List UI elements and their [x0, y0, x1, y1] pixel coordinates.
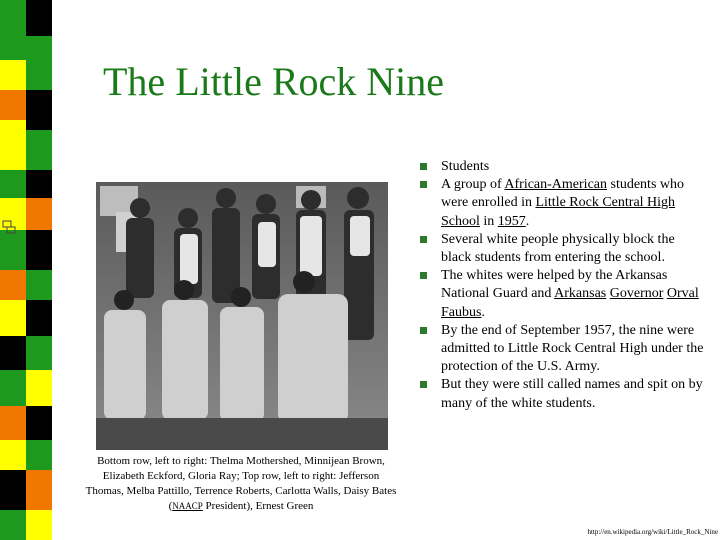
bullet-text: But they were still called names and spit on by many of the white students.	[441, 377, 703, 411]
bullet-item	[420, 158, 705, 176]
decorative-color-stripe	[0, 0, 66, 540]
bullet-text: students who were enrolled in	[441, 177, 684, 211]
bullet-text: Several white people physically block the black students from entering the school.	[441, 231, 675, 266]
bullet-item	[420, 376, 705, 412]
bullet-item	[420, 231, 705, 267]
bullet-item	[420, 322, 705, 377]
naacp-link[interactable]: NAACP	[172, 501, 203, 511]
bullet-text: A group of	[441, 177, 505, 193]
bullet-marker	[420, 236, 427, 243]
bullet-text: By the end of September 1957, the nine were admitted to Little Rock Central High under the protection of the U.S. Army.	[441, 322, 704, 375]
bullet-marker	[420, 163, 427, 170]
orval-faubus-link[interactable]: Orval Faubus	[441, 286, 699, 320]
bullet-item	[420, 267, 705, 322]
governor-link[interactable]: Governor	[609, 286, 664, 302]
bullet-item	[420, 176, 705, 231]
bullet-list	[420, 158, 705, 413]
bullet-marker	[420, 327, 427, 334]
bullet-text: .	[481, 304, 485, 320]
bullet-marker	[420, 381, 427, 388]
placeholder-marker-icon	[2, 220, 16, 234]
african-american-link[interactable]: African-American	[504, 177, 607, 193]
slide-title: The Little Rock Nine	[103, 59, 445, 104]
photo-caption	[84, 454, 398, 514]
bullet-marker	[420, 272, 427, 279]
bullet-text: Students	[441, 159, 490, 174]
year-1957-link[interactable]: 1957	[497, 213, 526, 229]
bullet-text: .	[525, 213, 530, 229]
bullet-text: The whites were helped by the Arkansas National Guard and	[441, 268, 668, 302]
caption-text-end: President), Ernest Green	[202, 500, 314, 512]
source-url[interactable]: http://en.wikipedia.org/wiki/Little_Rock_Nine	[587, 528, 718, 536]
little-rock-nine-photo	[96, 182, 388, 450]
caption-text-start: Bottom row, left to right: Thelma Mothershed, Minnijean Brown, Elizabeth Eckford, Gloria Ray; Top row, left to right: Jefferson Thomas, Melba Pattillo, Terrence Roberts, Carlotta Walls, Daisy Bates (	[85, 455, 397, 512]
bullet-text: in	[479, 213, 498, 229]
little-rock-central-high-link[interactable]: Little Rock Central High School	[441, 195, 676, 229]
arkansas-link[interactable]: Arkansas	[554, 286, 607, 302]
bullet-marker	[420, 181, 427, 188]
